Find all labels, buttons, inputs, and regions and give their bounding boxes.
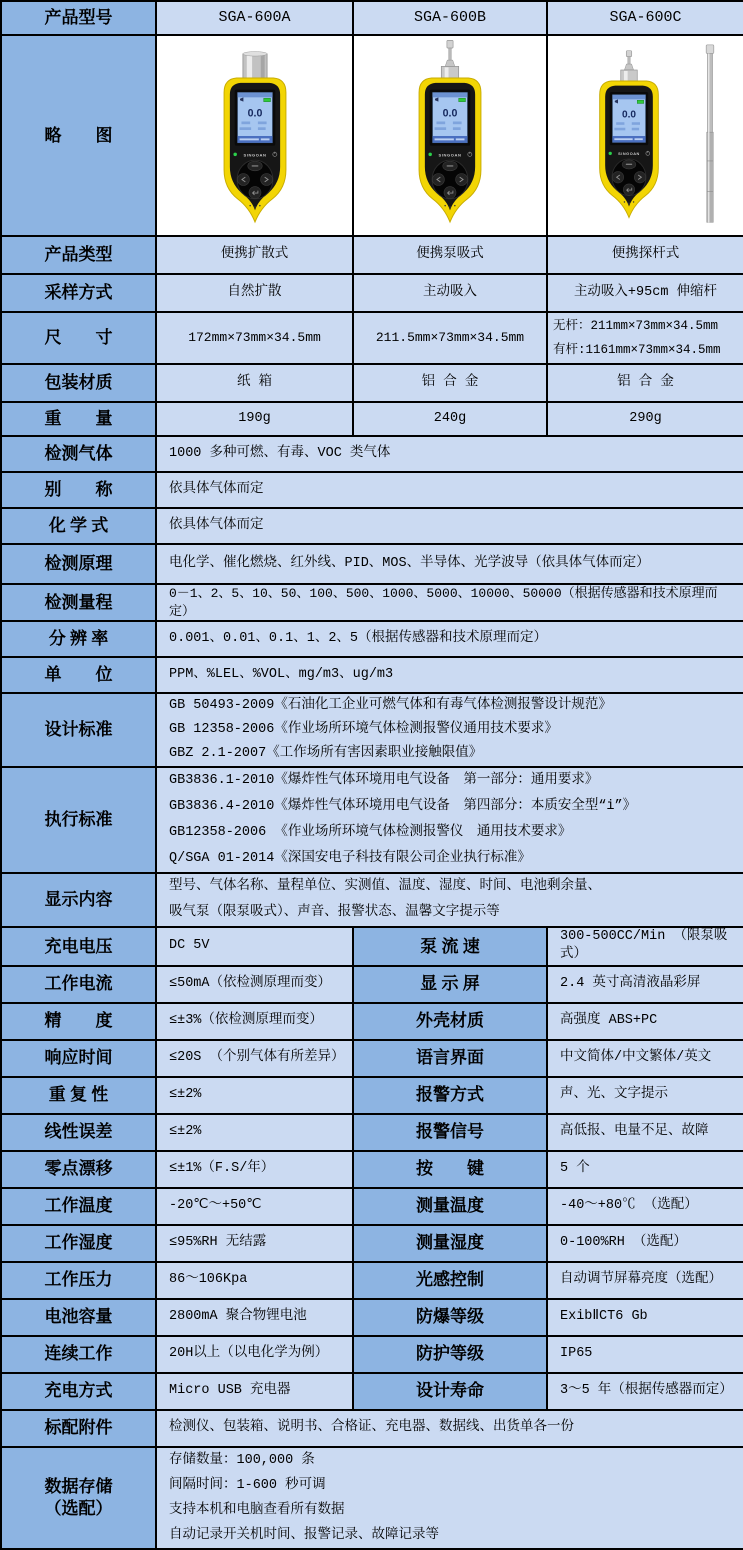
design-standard-line: GB 12358-2006《作业场所环境气体检测报警仪通用技术要求》 — [169, 722, 558, 738]
label-display-content: 显示内容 — [1, 873, 156, 927]
repeatability-value: ≤±2% — [156, 1077, 353, 1114]
label-product-model: 产品型号 — [1, 1, 156, 35]
standard-accessories-value: 检测仪、包装箱、说明书、合格证、充电器、数据线、出货单各一份 — [156, 1410, 743, 1447]
charging-voltage-value: DC 5V — [156, 927, 353, 965]
data-storage-label-line2: （选配） — [44, 1498, 113, 1518]
label-language-ui: 语言界面 — [353, 1040, 547, 1077]
label-explosion-proof-rating: 防爆等级 — [353, 1299, 547, 1336]
row-design-standard — [1, 693, 743, 767]
type-b: 便携泵吸式 — [353, 236, 547, 274]
label-battery-capacity: 电池容量 — [1, 1299, 156, 1336]
label-packing-material: 包装材质 — [1, 364, 156, 402]
packing-b: 铝 合 金 — [353, 364, 547, 402]
label-sampling-method: 采样方式 — [1, 274, 156, 312]
label-data-storage — [1, 1447, 156, 1549]
detection-range-value: 0－1、2、5、10、50、100、500、1000、5000、10000、50000（根据传感器和技术原理而定） — [156, 584, 743, 621]
row-product-type — [1, 236, 743, 274]
data-storage-value — [156, 1447, 743, 1549]
row-executive-standard — [1, 767, 743, 873]
row-standard-accessories — [1, 1410, 743, 1447]
label-weight: 重 量 — [1, 402, 156, 436]
charging-method-value: Micro USB 充电器 — [156, 1373, 353, 1410]
explosion-proof-rating-value: ExibⅡCT6 Gb — [547, 1299, 743, 1336]
label-response-time: 响应时间 — [1, 1040, 156, 1077]
label-linearity-error: 线性误差 — [1, 1114, 156, 1151]
light-sensing-value: 自动调节屏幕亮度（选配） — [547, 1262, 743, 1299]
label-measuring-temperature: 测量温度 — [353, 1188, 547, 1225]
row-data-storage — [1, 1447, 743, 1549]
label-design-life: 设计寿命 — [353, 1373, 547, 1410]
executive-standard-line: GB12358-2006 《作业场所环境气体检测报警仪 通用技术要求》 — [169, 825, 572, 841]
label-working-current: 工作电流 — [1, 966, 156, 1003]
type-a: 便携扩散式 — [156, 236, 353, 274]
row-chemical-formula — [1, 508, 743, 544]
alarm-signal-value: 高低报、电量不足、故障 — [547, 1114, 743, 1151]
measuring-temperature-value: -40～+80℃ （选配） — [547, 1188, 743, 1225]
product-image-sga-600a — [197, 39, 313, 233]
continuous-operation-value: 20H以上（以电化学为例） — [156, 1336, 353, 1373]
label-measuring-humidity: 测量湿度 — [353, 1225, 547, 1262]
dimensions-c-no-rod: 无杆：211mm×73mm×34.5mm — [553, 319, 719, 333]
label-design-standard: 设计标准 — [1, 693, 156, 767]
data-storage-line: 支持本机和电脑查看所有数据 — [169, 1502, 345, 1518]
working-humidity-value: ≤95%RH 无结露 — [156, 1225, 353, 1262]
label-sketch: 略 图 — [1, 35, 156, 236]
row-alias — [1, 472, 743, 508]
label-units: 单 位 — [1, 657, 156, 693]
weight-c: 290g — [547, 402, 743, 436]
buttons-value: 5 个 — [547, 1151, 743, 1188]
row-product-model — [1, 1, 743, 35]
sketch-cell-c — [547, 35, 743, 236]
label-detected-gases: 检测气体 — [1, 436, 156, 472]
spec-row — [1, 966, 743, 1003]
label-resolution: 分 辨 率 — [1, 621, 156, 657]
label-repeatability: 重 复 性 — [1, 1077, 156, 1114]
label-chemical-formula: 化 学 式 — [1, 508, 156, 544]
design-life-value: 3～5 年（根据传感器而定） — [547, 1373, 743, 1410]
label-standard-accessories: 标配附件 — [1, 1410, 156, 1447]
measuring-humidity-value: 0-100%RH （选配） — [547, 1225, 743, 1262]
lcd-reading-a: 0.0 — [247, 107, 262, 120]
executive-standard-value — [156, 767, 743, 873]
alarm-mode-value: 声、光、文字提示 — [547, 1077, 743, 1114]
alias-value: 依具体气体而定 — [156, 472, 743, 508]
sampling-a: 自然扩散 — [156, 274, 353, 312]
working-current-value: ≤50mA（依检测原理而变） — [156, 966, 353, 1003]
accuracy-value: ≤±3%（依检测原理而变） — [156, 1003, 353, 1040]
sampling-b: 主动吸入 — [353, 274, 547, 312]
label-display-screen: 显 示 屏 — [353, 966, 547, 1003]
type-c: 便携探杆式 — [547, 236, 743, 274]
row-display-content — [1, 873, 743, 927]
working-temperature-value: -20℃～+50℃ — [156, 1188, 353, 1225]
linearity-error-value: ≤±2% — [156, 1114, 353, 1151]
lcd-reading-c: 0.0 — [621, 109, 636, 121]
row-detection-principle — [1, 544, 743, 584]
row-dimensions — [1, 312, 743, 364]
label-product-type: 产品类型 — [1, 236, 156, 274]
label-protection-rating: 防护等级 — [353, 1336, 547, 1373]
label-alias: 别 称 — [1, 472, 156, 508]
spec-row — [1, 1299, 743, 1336]
spec-row — [1, 1373, 743, 1410]
label-pump-flow: 泵 流 速 — [353, 927, 547, 965]
detected-gases-value: 1000 多种可燃、有毒、VOC 类气体 — [156, 436, 743, 472]
sampling-c: 主动吸入+95cm 伸缩杆 — [547, 274, 743, 312]
design-standard-line: GBZ 2.1-2007《工作场所有害因素职业接触限值》 — [169, 746, 483, 762]
row-weight — [1, 402, 743, 436]
resolution-value: 0.001、0.01、0.1、1、2、5（根据传感器和技术原理而定） — [156, 621, 743, 657]
dimensions-c-with-rod: 有杆:1161mm×73mm×34.5mm — [553, 343, 721, 357]
label-dimensions: 尺 寸 — [1, 312, 156, 364]
spec-row — [1, 1040, 743, 1077]
display-content-value — [156, 873, 743, 927]
working-pressure-value: 86～106Kpa — [156, 1262, 353, 1299]
label-detection-principle: 检测原理 — [1, 544, 156, 584]
display-content-line: 型号、气体名称、量程单位、实测值、温度、湿度、时间、电池剩余量、 — [169, 879, 601, 895]
row-sampling-method — [1, 274, 743, 312]
spec-row — [1, 1225, 743, 1262]
spec-row — [1, 1151, 743, 1188]
data-storage-label-line1: 数据存储 — [44, 1477, 113, 1497]
response-time-value: ≤20S （个别气体有所差异） — [156, 1040, 353, 1077]
spec-row — [1, 927, 743, 965]
packing-c: 铝 合 金 — [547, 364, 743, 402]
data-storage-line: 间隔时间：1-600 秒可调 — [169, 1477, 326, 1493]
executive-standard-line: Q/SGA 01-2014《深国安电子科技有限公司企业执行标准》 — [169, 851, 531, 867]
display-content-line: 吸气泵（限泵吸式）、声音、报警状态、温馨文字提示等 — [169, 905, 500, 921]
pump-flow-value: 300-500CC/Min （限泵吸式） — [547, 927, 743, 965]
protection-rating-value: IP65 — [547, 1336, 743, 1373]
model-a-name: SGA-600A — [156, 1, 353, 35]
row-sketch — [1, 35, 743, 236]
data-storage-line: 自动记录开关机时间、报警记录、故障记录等 — [169, 1527, 439, 1543]
language-ui-value: 中文简体/中文繁体/英文 — [547, 1040, 743, 1077]
executive-standard-line: GB3836.1-2010《爆炸性气体环境用电气设备 第一部分：通用要求》 — [169, 773, 599, 789]
label-shell-material: 外壳材质 — [353, 1003, 547, 1040]
dimensions-a: 172mm×73mm×34.5mm — [156, 312, 353, 364]
battery-capacity-value: 2800mA 聚合物锂电池 — [156, 1299, 353, 1336]
product-image-sga-600b — [392, 39, 508, 233]
spec-row — [1, 1003, 743, 1040]
sketch-cell-a — [156, 35, 353, 236]
telescopic-rod-image — [702, 42, 718, 230]
executive-standard-line: GB3836.4-2010《爆炸性气体环境用电气设备 第四部分：本质安全型“i”》 — [169, 799, 637, 815]
label-charging-voltage: 充电电压 — [1, 927, 156, 965]
row-packing-material — [1, 364, 743, 402]
units-value: PPM、%LEL、%VOL、mg/m3、ug/m3 — [156, 657, 743, 693]
label-light-sensing: 光感控制 — [353, 1262, 547, 1299]
weight-b: 240g — [353, 402, 547, 436]
data-storage-line: 存储数量：100,000 条 — [169, 1452, 315, 1468]
row-units — [1, 657, 743, 693]
chemical-formula-value: 依具体气体而定 — [156, 508, 743, 544]
label-accuracy: 精 度 — [1, 1003, 156, 1040]
product-image-sga-600c — [574, 44, 684, 228]
design-standard-value — [156, 693, 743, 767]
spec-row — [1, 1336, 743, 1373]
sketch-cell-b — [353, 35, 547, 236]
label-alarm-mode: 报警方式 — [353, 1077, 547, 1114]
dimensions-c — [547, 312, 743, 364]
display-screen-value: 2.4 英寸高清液晶彩屏 — [547, 966, 743, 1003]
detection-principle-value: 电化学、催化燃烧、红外线、PID、MOS、半导体、光学波导（依具体气体而定） — [156, 544, 743, 584]
label-continuous-operation: 连续工作 — [1, 1336, 156, 1373]
dimensions-b: 211.5mm×73mm×34.5mm — [353, 312, 547, 364]
spec-row — [1, 1114, 743, 1151]
label-charging-method: 充电方式 — [1, 1373, 156, 1410]
label-zero-drift: 零点漂移 — [1, 1151, 156, 1188]
label-working-pressure: 工作压力 — [1, 1262, 156, 1299]
label-executive-standard: 执行标准 — [1, 767, 156, 873]
label-detection-range: 检测量程 — [1, 584, 156, 621]
lcd-reading-b: 0.0 — [442, 107, 458, 120]
row-resolution — [1, 621, 743, 657]
model-b-name: SGA-600B — [353, 1, 547, 35]
spec-row — [1, 1188, 743, 1225]
label-buttons: 按 键 — [353, 1151, 547, 1188]
row-detected-gases — [1, 436, 743, 472]
shell-material-value: 高强度 ABS+PC — [547, 1003, 743, 1040]
zero-drift-value: ≤±1%（F.S/年） — [156, 1151, 353, 1188]
spec-row — [1, 1262, 743, 1299]
weight-a: 190g — [156, 402, 353, 436]
label-alarm-signal: 报警信号 — [353, 1114, 547, 1151]
label-working-temperature: 工作温度 — [1, 1188, 156, 1225]
model-c-name: SGA-600C — [547, 1, 743, 35]
packing-a: 纸 箱 — [156, 364, 353, 402]
spec-row — [1, 1077, 743, 1114]
design-standard-line: GB 50493-2009《石油化工企业可燃气体和有毒气体检测报警设计规范》 — [169, 698, 612, 714]
label-working-humidity: 工作湿度 — [1, 1225, 156, 1262]
row-detection-range — [1, 584, 743, 621]
